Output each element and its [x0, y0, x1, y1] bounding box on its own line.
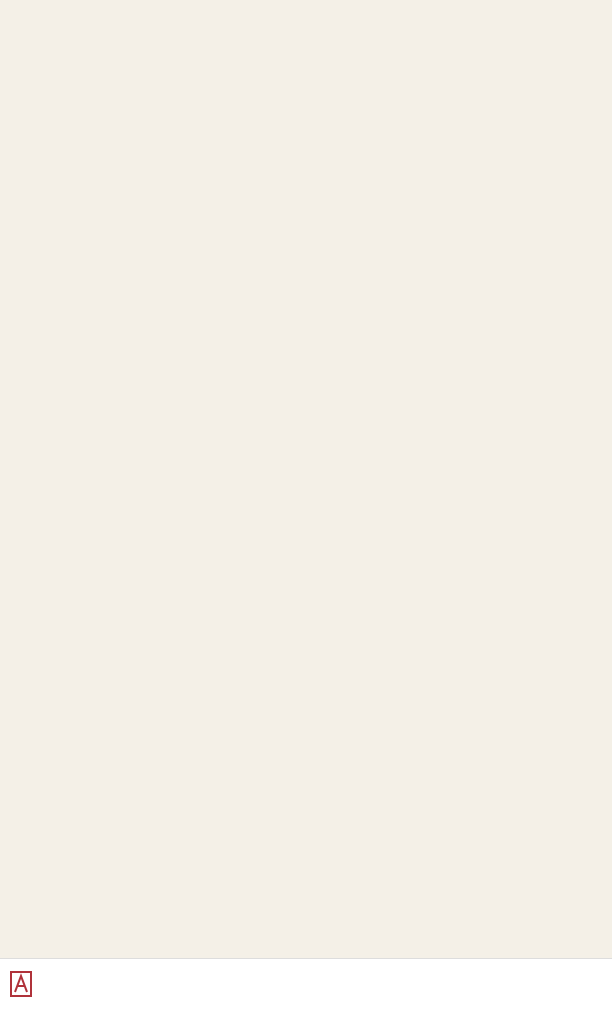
library-logo-icon[interactable] — [10, 970, 32, 998]
viewer-bar — [0, 958, 612, 1013]
catalog-content — [50, 66, 600, 88]
page-header — [50, 32, 590, 56]
